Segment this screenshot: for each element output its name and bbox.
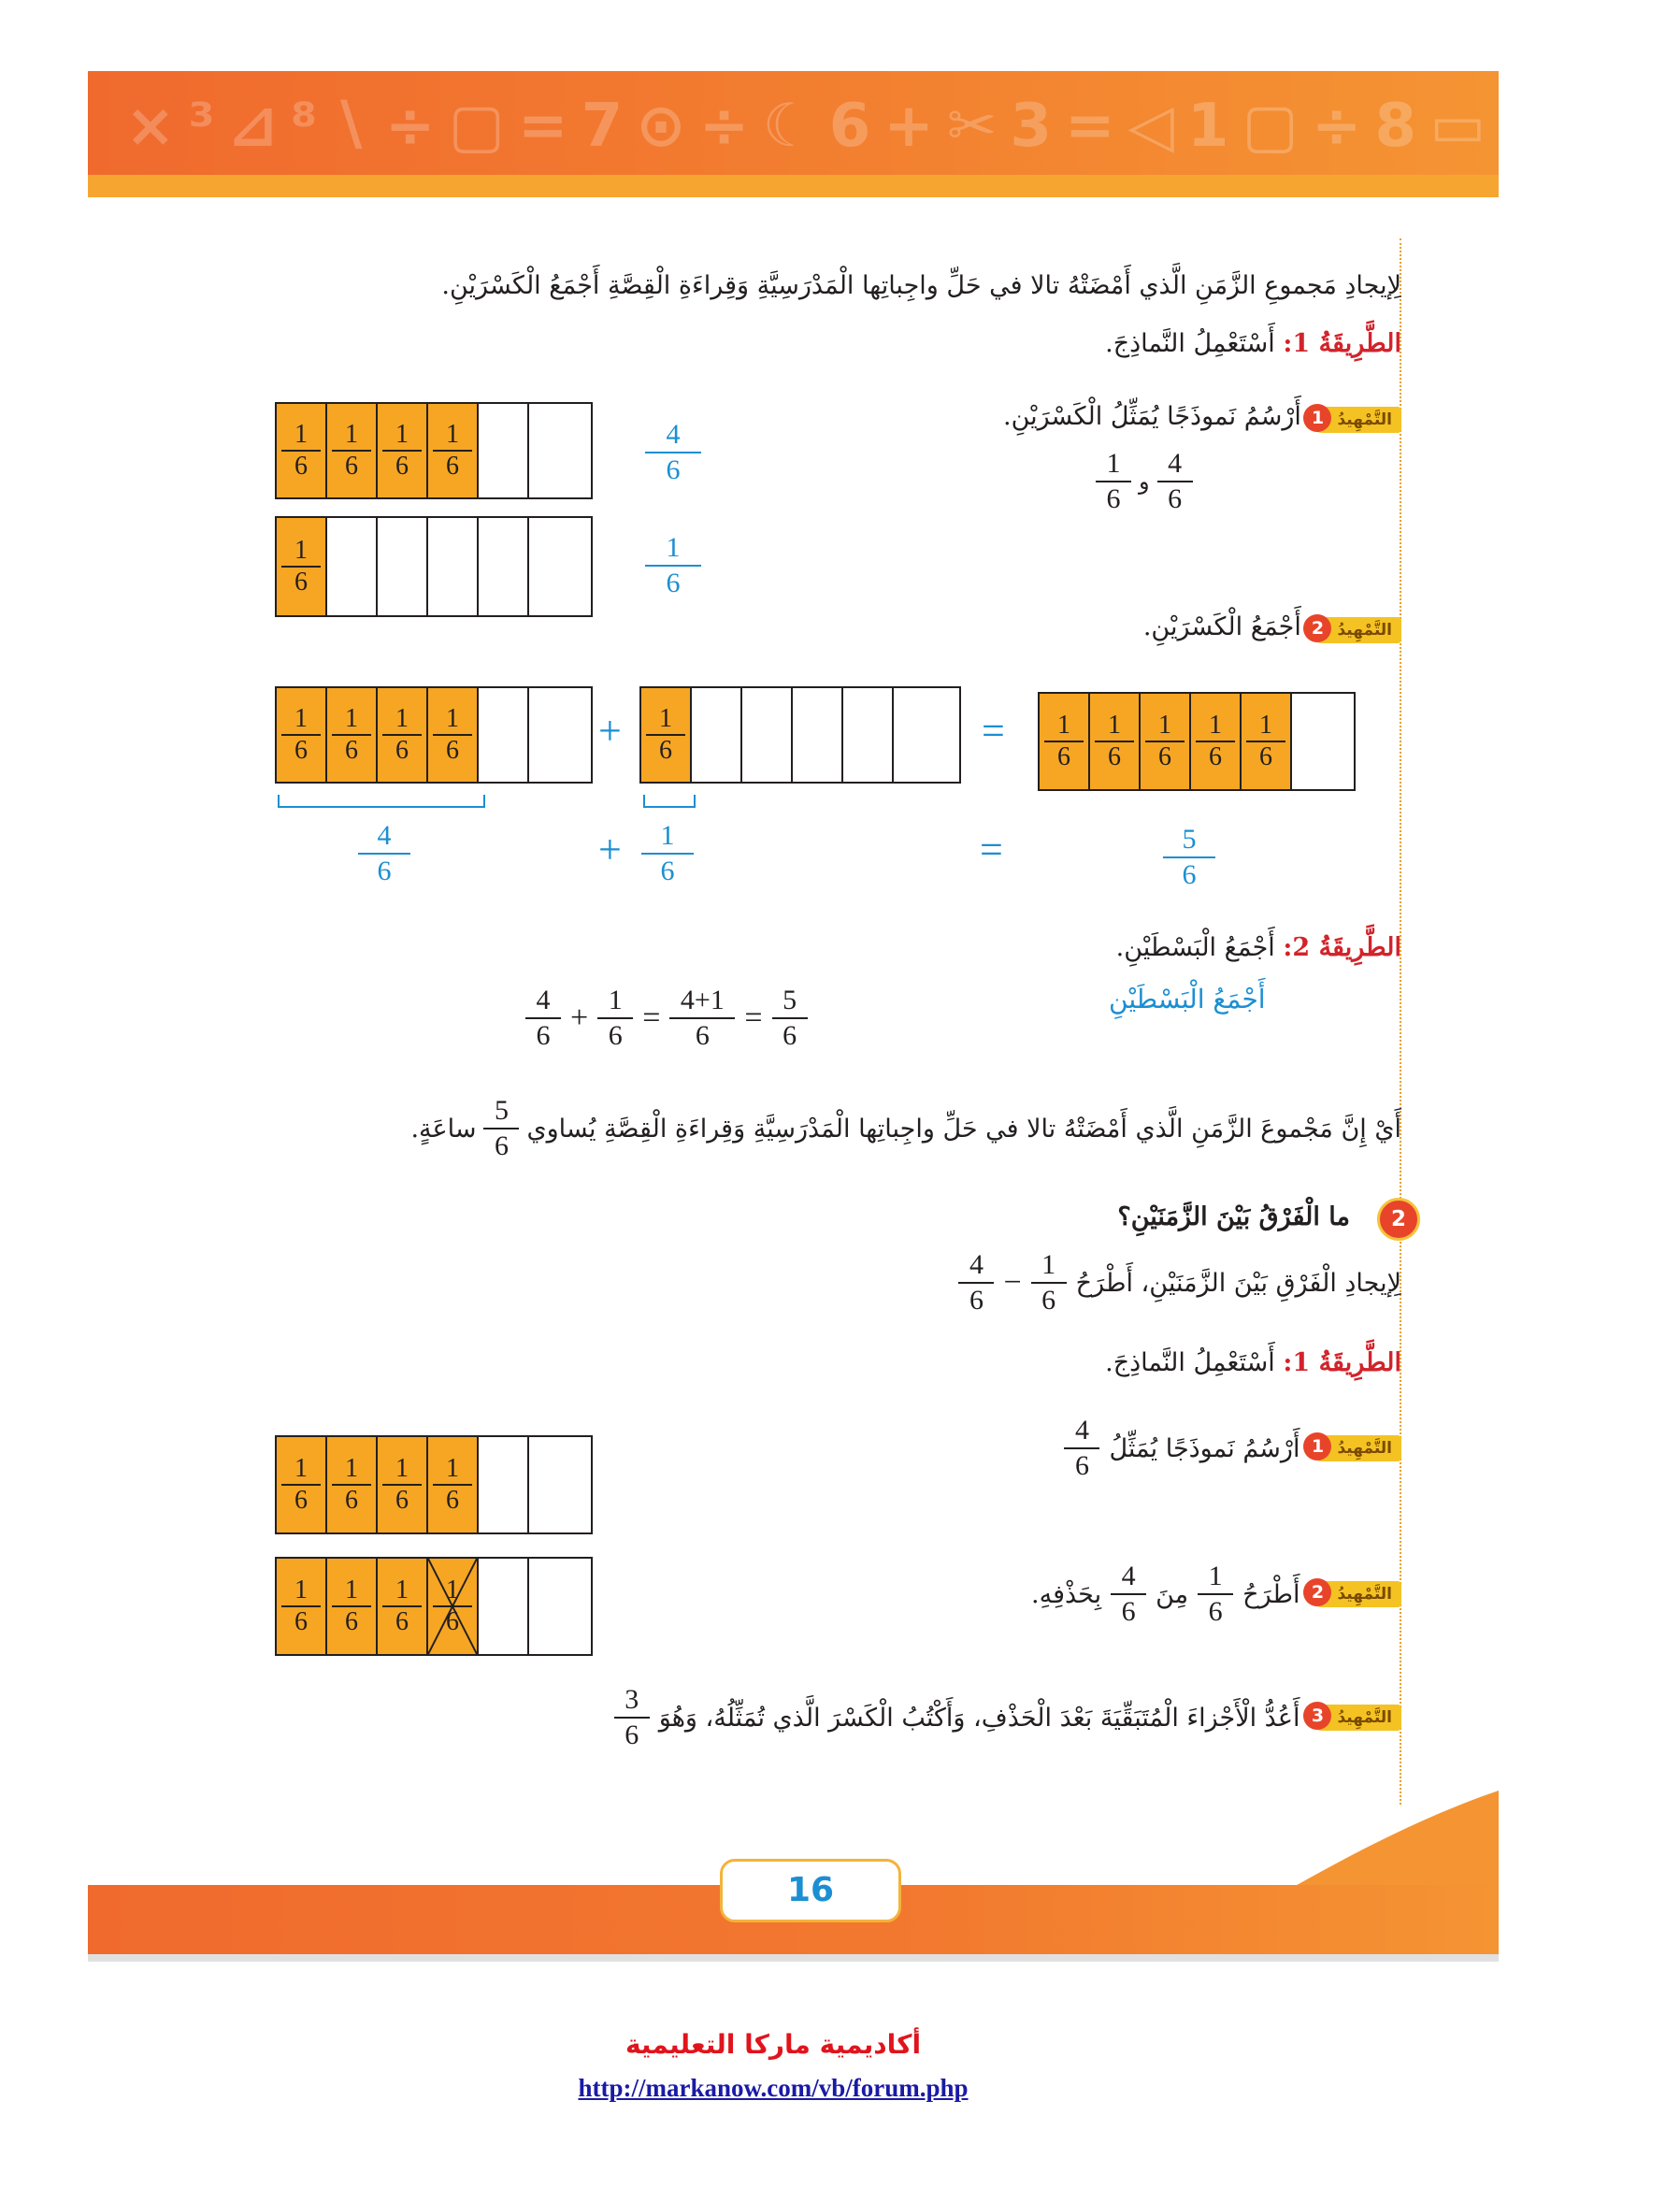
bracket-4-6 bbox=[278, 795, 485, 808]
cross-out-icon bbox=[428, 1559, 477, 1654]
conjunction: و bbox=[1139, 468, 1150, 495]
step-tag: 1 التَّمْهِيدُ bbox=[1309, 407, 1401, 433]
footer-shadow bbox=[88, 1954, 1499, 1962]
plus-sign-2: + bbox=[598, 827, 622, 872]
sum-label-5-6: 5 6 bbox=[1163, 823, 1215, 892]
footer-swoosh bbox=[1290, 1791, 1499, 1889]
p2-step1-row: 1 التَّمْهِيدُ أَرْسُمُ نَموذَجًا يُمَثِّلُ $\frac{4}{6}$ bbox=[1064, 1414, 1401, 1483]
plus-sign: + bbox=[598, 708, 622, 754]
p2-step2-row: 2 التَّمْهِيدُ أَطْرَحُ $\frac{1}{6}$ مِنَ $\frac{4}{6}$ بِحَذْفِهِ. bbox=[1031, 1560, 1401, 1629]
method1-heading-2: الطَّرِيقَةُ 1: أَسْتَعْمِلُ النَّماذِجَ. bbox=[1105, 1348, 1401, 1377]
header-band bbox=[88, 175, 1499, 197]
sum-label-4-6: 4 6 bbox=[358, 819, 410, 888]
method-label: الطَّرِيقَةُ 1: bbox=[1283, 329, 1401, 358]
p2-model-bar-4-6: 1 6 1 6 1 6 1 6 bbox=[275, 1435, 593, 1534]
fraction-1-6: $\frac{1}{6}$ bbox=[1096, 447, 1131, 516]
step1-fractions bbox=[1096, 447, 1193, 516]
intro-text: لِإيجادِ مَجموعِ الزَّمَنِ الَّذي أَمْضَتْهُ تالا في حَلِّ واجِباتِها الْمَدْرَسِيَّةِ وَقِراءَةِ الْقِصَّةِ أَجْمَعُ الْكَسْرَيْنِ. bbox=[441, 271, 1401, 300]
step1-row bbox=[1003, 402, 1401, 433]
sum-bar-5-6: 1 6 1 6 1 6 1 6 1 6 bbox=[1038, 692, 1356, 791]
equals-sign: = bbox=[982, 708, 1005, 754]
question2-find: لِإيجادِ الْفَرْقِ بَيْنَ الزَّمَنَيْنِ، أَطْرَحُ $\frac{1}{6}$ − $\frac{4}{6}$ bbox=[958, 1248, 1401, 1317]
page-number: 16 bbox=[720, 1859, 901, 1922]
sum-bar-1-6: 1 6 bbox=[639, 686, 961, 784]
fraction-4-6: $\frac{4}{6}$ bbox=[1157, 447, 1193, 516]
header-banner bbox=[88, 71, 1680, 197]
math-symbols-decoration: ×³⊿⁸∖÷▢=7⊙÷☾6+✂3=◁1▢÷8▭5=✎ bbox=[125, 92, 1680, 161]
step1-text: أَرْسُمُ نَموذَجًا يُمَثِّلُ الْكَسْرَيْنِ. bbox=[1002, 402, 1301, 431]
conclusion: أَيْ إِنَّ مَجْموعَ الزَّمَنِ الَّذي أَمْضَتْهُ تالا في حَلِّ واجِباتِها الْمَدْرَسِيَّةِ وَقِراءَةِ الْقِصَّةِ يُساوي $\frac{5}{6}$ ساعَةٍ. bbox=[410, 1095, 1401, 1161]
method2-heading: الطَّرِيقَةُ 2: أَجْمَعُ الْبَسْطَيْنِ. bbox=[1115, 933, 1401, 962]
equals-sign-2: = bbox=[980, 827, 1003, 872]
step-tag: 2 التَّمْهِيدُ bbox=[1309, 617, 1401, 643]
question2-text: ما الْفَرْقُ بَيْنَ الزَّمَنَيْنِ؟ bbox=[1117, 1202, 1350, 1231]
crossed-out-part: 1 6 bbox=[428, 1559, 479, 1654]
step2-row bbox=[1143, 612, 1401, 643]
method1-heading bbox=[1105, 329, 1401, 358]
step-number: 1 bbox=[1303, 404, 1331, 432]
p2-subtract-bar: 1 6 1 6 1 6 1 6 bbox=[275, 1557, 593, 1656]
bracket-1-6 bbox=[643, 795, 696, 808]
step2-text: أَجْمَعُ الْكَسْرَيْنِ. bbox=[1142, 612, 1301, 641]
method-text: أَسْتَعْمِلُ النَّماذِجَ. bbox=[1105, 329, 1275, 358]
method2-side-label: أَجْمَعُ الْبَسْطَيْنِ bbox=[1109, 984, 1266, 1014]
p2-step3-row: 3 التَّمْهِيدُ أَعُدُّ الْأَجْزاءَ الْمُتَبَقِّيَةَ بَعْدَ الْحَذْفِ، وَأَكْتُبُ الْكَسْرَ الَّذي تُمَثِّلُهُ، وَهُوَ $\frac{3}{6}$ bbox=[614, 1683, 1401, 1752]
sum-label-1-6: 1 6 bbox=[641, 819, 694, 888]
credit-link[interactable]: http://markanow.com/vb/forum.php bbox=[578, 2074, 969, 2102]
label-fraction-1-6: 1 6 bbox=[645, 531, 701, 600]
model-bar-4-6: 1 6 1 6 1 6 1 6 bbox=[275, 402, 593, 499]
numerator-sum-equation: $\frac{4}{6}$ + $\frac{1}{6}$ = $\frac{4+1}{6}$ = $\frac{5}{6}$ bbox=[525, 984, 808, 1053]
label-fraction-4-6: 4 6 bbox=[645, 418, 701, 487]
question-number-badge: 2 bbox=[1377, 1198, 1420, 1241]
model-bar-1-6: 1 6 bbox=[275, 516, 593, 617]
sum-bar-4-6: 1 6 1 6 1 6 1 6 bbox=[275, 686, 593, 784]
credit-name: أكاديمية ماركا التعليمية bbox=[625, 2029, 922, 2060]
